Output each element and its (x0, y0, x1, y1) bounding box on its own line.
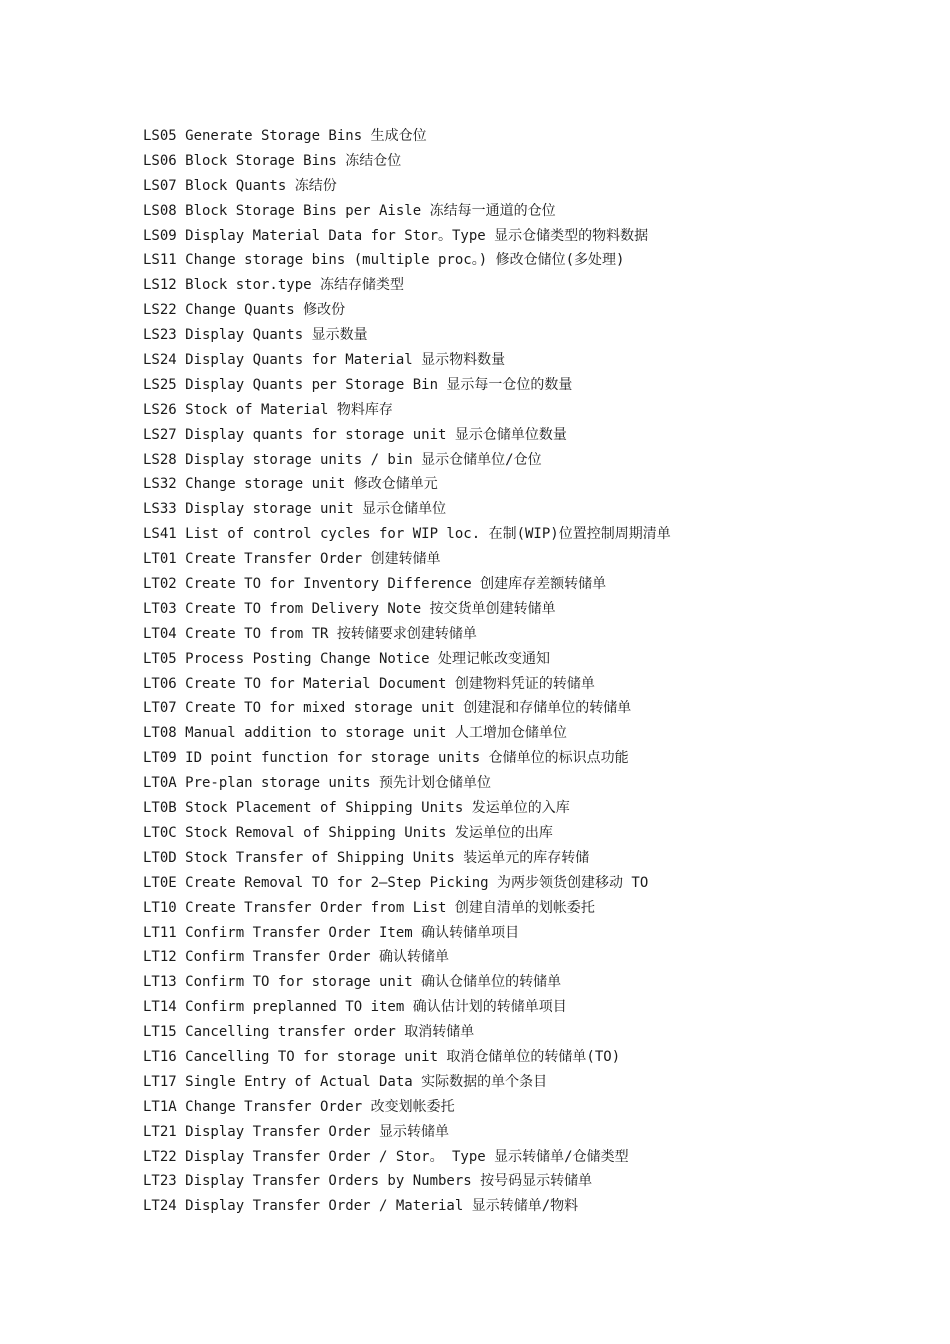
transaction-code-line: LT05 Process Posting Change Notice 处理记帐改变通知 (143, 650, 551, 667)
transaction-code-line: LT1A Change Transfer Order 改变划帐委托 (143, 1098, 455, 1115)
transaction-code-list (143, 124, 923, 1219)
transaction-code-line: LT15 Cancelling transfer order 取消转储单 (143, 1024, 475, 1041)
transaction-code-line: LT23 Display Transfer Orders by Numbers 按号码显示转储单 (143, 1173, 593, 1190)
transaction-code-line: LT01 Create Transfer Order 创建转储单 (143, 551, 441, 568)
transaction-code-line: LS09 Display Material Data for Stor。Type 显示仓储类型的物料数据 (143, 227, 649, 244)
transaction-code-line: LS27 Display quants for storage unit 显示仓储单位数量 (143, 426, 567, 443)
transaction-code-line: LS26 Stock of Material 物料库存 (143, 401, 393, 418)
transaction-code-line: LT14 Confirm preplanned TO item 确认估计划的转储单项目 (143, 999, 567, 1016)
transaction-code-line: LT02 Create TO for Inventory Difference 创建库存差额转储单 (143, 576, 607, 593)
transaction-code-line: LT07 Create TO for mixed storage unit 创建混和存储单位的转储单 (143, 700, 632, 717)
transaction-code-line: LT0D Stock Transfer of Shipping Units 装运单元的库存转储 (143, 849, 590, 866)
transaction-code-line: LS08 Block Storage Bins per Aisle 冻结每一通道的仓位 (143, 202, 556, 219)
transaction-code-line: LT06 Create TO for Material Document 创建物料凭证的转储单 (143, 675, 595, 692)
transaction-code-line: LT0A Pre-plan storage units 预先计划仓储单位 (143, 775, 492, 792)
transaction-code-line: LS06 Block Storage Bins 冻结仓位 (143, 152, 402, 169)
transaction-code-line: LT08 Manual addition to storage unit 人工增加仓储单位 (143, 725, 567, 742)
transaction-code-line: LT13 Confirm TO for storage unit 确认仓储单位的转储单 (143, 974, 562, 991)
transaction-code-line: LT12 Confirm Transfer Order 确认转储单 (143, 949, 450, 966)
transaction-code-line: LT16 Cancelling TO for storage unit 取消仓储单位的转储单(TO) (143, 1048, 621, 1065)
transaction-code-line: LT17 Single Entry of Actual Data 实际数据的单个条目 (143, 1073, 548, 1090)
transaction-code-line: LT03 Create TO from Delivery Note 按交货单创建转储单 (143, 600, 556, 617)
transaction-code-line: LS25 Display Quants per Storage Bin 显示每一仓位的数量 (143, 376, 573, 393)
transaction-code-line: LT22 Display Transfer Order / Stor。 Type 显示转储单/仓储类型 (143, 1148, 629, 1165)
transaction-code-line: LS41 List of control cycles for WIP loc. 在制(WIP)位置控制周期清单 (143, 526, 671, 543)
transaction-code-line: LS11 Change storage bins (multiple proc。) 修改仓储位(多处理) (143, 252, 625, 269)
transaction-code-line: LS23 Display Quants 显示数量 (143, 327, 368, 344)
transaction-code-line: LT0C Stock Removal of Shipping Units 发运单位的出库 (143, 824, 553, 841)
transaction-code-line: LS24 Display Quants for Material 显示物料数量 (143, 352, 506, 369)
transaction-code-line: LT10 Create Transfer Order from List 创建自清单的划帐委托 (143, 899, 595, 916)
transaction-code-line: LT0B Stock Placement of Shipping Units 发运单位的入库 (143, 800, 570, 817)
transaction-code-line: LS05 Generate Storage Bins 生成仓位 (143, 128, 427, 144)
transaction-code-line: LT24 Display Transfer Order / Material 显示转储单/物料 (143, 1198, 579, 1215)
transaction-code-line: LT04 Create TO from TR 按转储要求创建转储单 (143, 625, 477, 642)
transaction-code-line: LT21 Display Transfer Order 显示转储单 (143, 1123, 450, 1140)
transaction-code-line: LS33 Display storage unit 显示仓储单位 (143, 501, 447, 518)
transaction-code-line: LS07 Block Quants 冻结份 (143, 177, 337, 194)
transaction-code-line: LS22 Change Quants 修改份 (143, 302, 346, 319)
transaction-code-line: LT09 ID point function for storage units 仓储单位的标识点功能 (143, 750, 629, 767)
transaction-code-line: LS12 Block stor.type 冻结存储类型 (143, 277, 405, 294)
transaction-code-line: LT11 Confirm Transfer Order Item 确认转储单项目 (143, 924, 520, 941)
transaction-code-line: LS32 Change storage unit 修改仓储单元 (143, 476, 438, 493)
transaction-code-line: LS28 Display storage units / bin 显示仓储单位/仓位 (143, 451, 542, 468)
transaction-code-line: LT0E Create Removal TO for 2—Step Picking 为两步领货创建移动 TO (143, 874, 649, 891)
